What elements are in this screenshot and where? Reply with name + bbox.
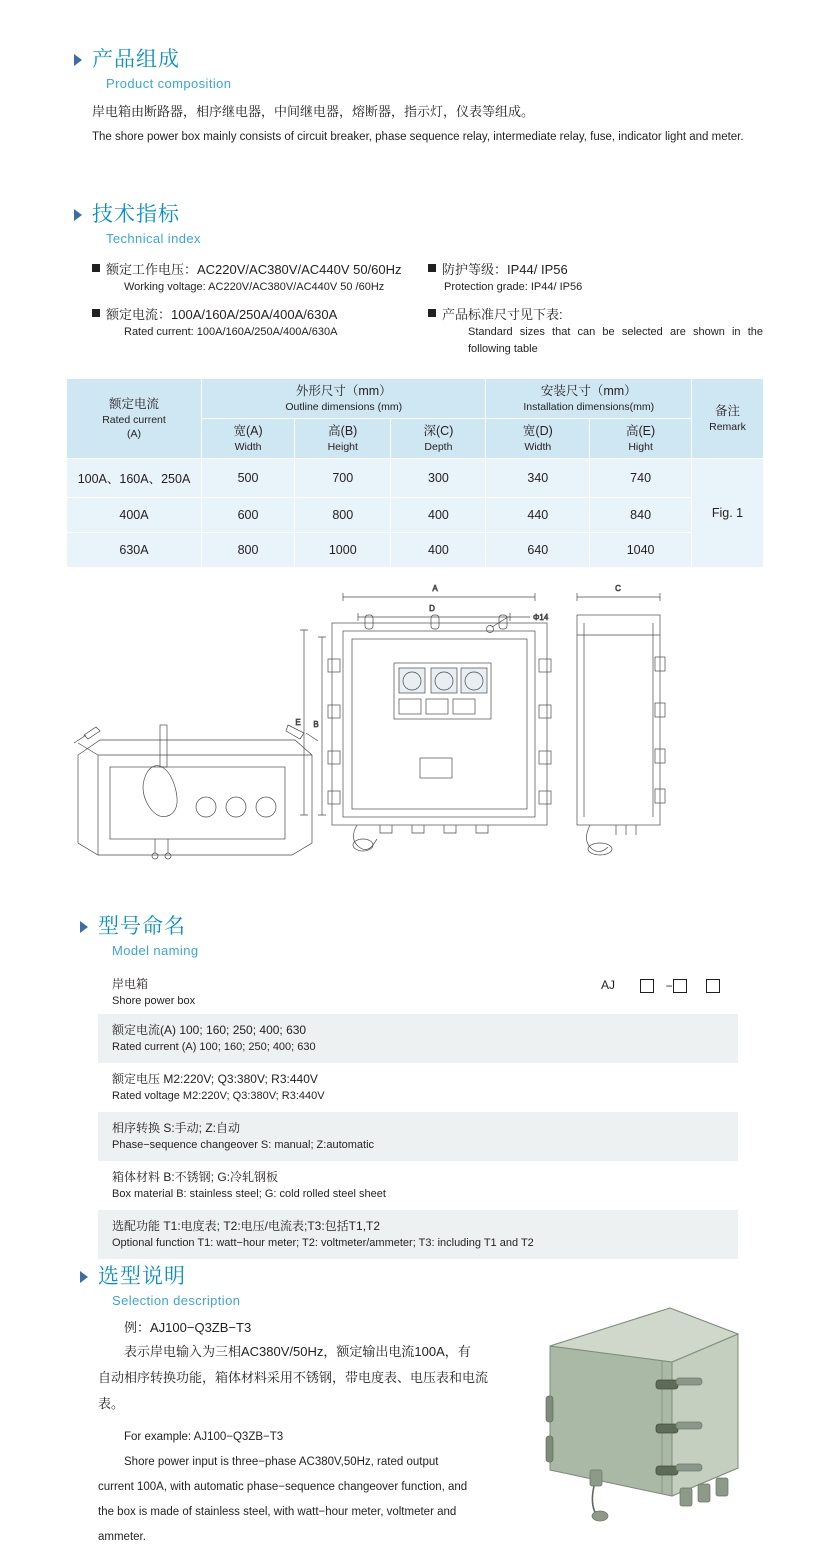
selection-description-body — [98, 1318, 488, 1551]
selection-body-cn-1: 表示岸电输入为三相AC380V/50Hz，额定输出电流100A，有 — [124, 1344, 471, 1359]
header-rated-current-cn: 额定电流 — [108, 397, 159, 411]
tech-item-cn: 防护等级：IP44/ IP56 — [442, 262, 568, 277]
tech-item-rated-current — [92, 305, 422, 341]
header-outline-dimensions — [202, 379, 486, 419]
specifications-table — [66, 378, 764, 568]
model-row-cn: 岸电箱 — [112, 977, 149, 991]
cell-height-b: 1000 — [295, 533, 391, 568]
drawing-front-view — [295, 584, 551, 851]
table-header — [67, 379, 764, 459]
header-sub-cn: 高(E) — [626, 424, 656, 438]
header-sub-width-d — [486, 419, 590, 459]
drawing-side-view — [577, 584, 665, 855]
model-code-box-1 — [640, 979, 654, 993]
table-body — [67, 459, 764, 568]
model-row-optional-function — [98, 1210, 738, 1259]
header-remark-en: Remark — [709, 421, 746, 433]
table-row — [67, 459, 764, 498]
cell-height-e: 740 — [590, 459, 692, 498]
header-installation-en: Installation dimensions(mm) — [523, 401, 655, 413]
header-rated-current-unit: (A) — [127, 428, 141, 440]
cell-current: 400A — [67, 498, 202, 533]
tech-item-cn: 额定电流：100A/160A/250A/400A/630A — [106, 307, 338, 322]
product-composition-body-cn: 岸电箱由断路器，相序继电器，中间继电器，熔断器，指示灯，仪表等组成。 — [92, 104, 535, 119]
selection-body-en-1: Shore power input is three−phase AC380V,50Hz, rated output — [124, 1456, 439, 1468]
section-heading-selection-description — [80, 1265, 240, 1309]
cell-width-d: 340 — [486, 459, 590, 498]
product-composition-body-en: The shore power box mainly consists of circuit breaker, phase sequence relay, intermediate relay, fuse, indicator light and meter. — [92, 131, 744, 143]
technical-drawing — [60, 575, 770, 865]
section-title-cn: 型号命名 — [98, 915, 186, 938]
selection-example-cn: 例：AJ100−Q3ZB−T3 — [124, 1320, 252, 1335]
header-sub-depth-c — [391, 419, 486, 459]
tech-item-en: Working voltage: AC220V/AC380V/AC440V 50 /60Hz — [124, 281, 385, 293]
cell-current: 630A — [67, 533, 202, 568]
model-row-shore-power-box — [98, 968, 738, 1014]
cell-height-e: 840 — [590, 498, 692, 533]
table-row — [67, 498, 764, 533]
header-sub-cn: 宽(D) — [522, 424, 553, 438]
cell-height-b: 800 — [295, 498, 391, 533]
model-code-dash: − — [665, 978, 673, 993]
product-photo-svg — [530, 1300, 780, 1530]
model-row-en: Box material B: stainless steel; G: cold rolled steel sheet — [112, 1188, 386, 1200]
model-row-en: Rated voltage M2:220V; Q3:380V; R3:440V — [112, 1090, 325, 1102]
header-sub-height-b — [295, 419, 391, 459]
section-title-en: Model naming — [112, 943, 199, 958]
cell-current: 100A、160A、250A — [67, 459, 202, 498]
header-sub-cn: 宽(A) — [233, 424, 263, 438]
dim-label-hole: Φ14 — [533, 613, 549, 622]
section-title-en: Product composition — [106, 76, 232, 91]
triangle-bullet-icon — [74, 54, 82, 66]
header-sub-cn: 高(B) — [328, 424, 358, 438]
table-header-row-1 — [67, 379, 764, 419]
section-heading-product-composition — [74, 48, 231, 92]
table-row — [67, 533, 764, 568]
model-row-cn: 相序转换 S:手动; Z:自动 — [112, 1121, 241, 1135]
section-heading-model-naming — [80, 915, 198, 959]
cell-width-d: 640 — [486, 533, 590, 568]
cell-width-d: 440 — [486, 498, 590, 533]
model-row-en: Phase−sequence changeover S: manual; Z:automatic — [112, 1139, 375, 1151]
selection-body-cn-2: 自动相序转换功能，箱体材料采用不锈钢，带电度表、电压表和电流 — [98, 1370, 489, 1385]
header-outline-cn: 外形尺寸（mm） — [295, 384, 392, 398]
header-sub-cn: 深(C) — [423, 424, 454, 438]
section-title-cn: 产品组成 — [92, 48, 180, 71]
model-code-prefix: AJ — [600, 978, 615, 992]
section-title-en: Technical index — [106, 231, 201, 246]
triangle-bullet-icon — [80, 921, 88, 933]
cell-remark: Fig. 1 — [692, 459, 764, 568]
model-naming-block — [98, 968, 738, 1259]
dim-label-c: C — [615, 584, 621, 593]
section-title-en: Selection description — [112, 1293, 241, 1308]
square-bullet-icon — [92, 264, 100, 272]
cell-depth-c: 400 — [391, 533, 486, 568]
drawing-top-view — [74, 725, 318, 859]
cell-width-a: 500 — [202, 459, 295, 498]
model-row-rated-voltage — [98, 1063, 738, 1112]
tech-item-cn: 产品标准尺寸见下表: — [442, 307, 563, 322]
triangle-bullet-icon — [80, 1271, 88, 1283]
header-installation-cn: 安装尺寸（mm） — [540, 384, 637, 398]
tech-item-en: Protection grade: IP44/ IP56 — [444, 281, 583, 293]
dim-label-e: E — [295, 718, 301, 727]
header-sub-en: Height — [327, 441, 358, 453]
section-heading-technical-index — [74, 203, 201, 247]
selection-body-en-2: current 100A, with automatic phase−sequence changeover function, and — [98, 1481, 468, 1493]
drawing-svg — [60, 575, 770, 865]
model-row-box-material — [98, 1161, 738, 1210]
model-row-en: Optional function T1: watt−hour meter; T2: voltmeter/ammeter; T3: including T1 and T2 — [112, 1237, 534, 1249]
tech-item-en: Rated current: 100A/160A/250A/400A/630A — [124, 326, 338, 338]
cell-height-e: 1040 — [590, 533, 692, 568]
model-code-row — [601, 978, 728, 993]
cell-width-a: 600 — [202, 498, 295, 533]
model-row-cn: 箱体材料 B:不锈钢; G:冷轧钢板 — [112, 1170, 279, 1184]
cell-depth-c: 300 — [391, 459, 486, 498]
header-sub-en: Depth — [424, 441, 453, 453]
header-rated-current-en: Rated current — [102, 414, 166, 426]
section-title-cn: 技术指标 — [92, 203, 180, 226]
model-row-en: Shore power box — [112, 995, 196, 1007]
model-row-cn: 选配功能 T1:电度表; T2:电压/电流表;T3:包括T1,T2 — [112, 1219, 381, 1233]
section-title-cn: 选型说明 — [98, 1265, 186, 1288]
selection-example-en: For example: AJ100−Q3ZB−T3 — [124, 1431, 284, 1443]
selection-body-en-3: the box is made of stainless steel, with watt−hour meter, voltmeter and — [98, 1506, 457, 1518]
model-code-box-3 — [706, 979, 720, 993]
square-bullet-icon — [92, 309, 100, 317]
header-remark-cn: 备注 — [714, 404, 740, 418]
square-bullet-icon — [428, 309, 436, 317]
cell-depth-c: 400 — [391, 498, 486, 533]
model-row-cn: 额定电压 M2:220V; Q3:380V; R3:440V — [112, 1072, 318, 1086]
header-installation-dimensions — [486, 379, 692, 419]
header-sub-en: Width — [234, 441, 262, 453]
tech-item-cn: 额定工作电压：AC220V/AC380V/AC440V 50/60Hz — [106, 262, 402, 277]
tech-item-standard-sizes — [428, 305, 763, 358]
model-row-rated-current — [98, 1014, 738, 1063]
selection-body-cn-3: 表。 — [98, 1396, 125, 1411]
square-bullet-icon — [428, 264, 436, 272]
header-remark — [692, 379, 764, 459]
tech-item-working-voltage — [92, 260, 422, 296]
triangle-bullet-icon — [74, 209, 82, 221]
header-sub-en: Hight — [628, 441, 653, 453]
tech-item-en: Standard sizes that can be selected are shown in the following table — [468, 326, 763, 355]
dim-label-b: B — [313, 720, 319, 729]
model-row-cn: 额定电流(A) 100; 160; 250; 400; 630 — [112, 1023, 307, 1037]
header-outline-en: Outline dimensions (mm) — [285, 401, 403, 413]
tech-item-protection-grade — [428, 260, 758, 296]
dim-label-d: D — [429, 604, 435, 613]
header-sub-height-e — [590, 419, 692, 459]
product-photo — [530, 1300, 780, 1530]
model-row-en: Rated current (A) 100; 160; 250; 400; 630 — [112, 1041, 316, 1053]
cell-width-a: 800 — [202, 533, 295, 568]
header-rated-current — [67, 379, 202, 459]
cell-height-b: 700 — [295, 459, 391, 498]
model-row-phase-sequence — [98, 1112, 738, 1161]
model-code-box-2 — [673, 979, 687, 993]
dim-label-a: A — [432, 584, 438, 593]
header-sub-en: Width — [524, 441, 552, 453]
selection-body-en-4: ammeter. — [98, 1531, 146, 1543]
header-sub-width-a — [202, 419, 295, 459]
